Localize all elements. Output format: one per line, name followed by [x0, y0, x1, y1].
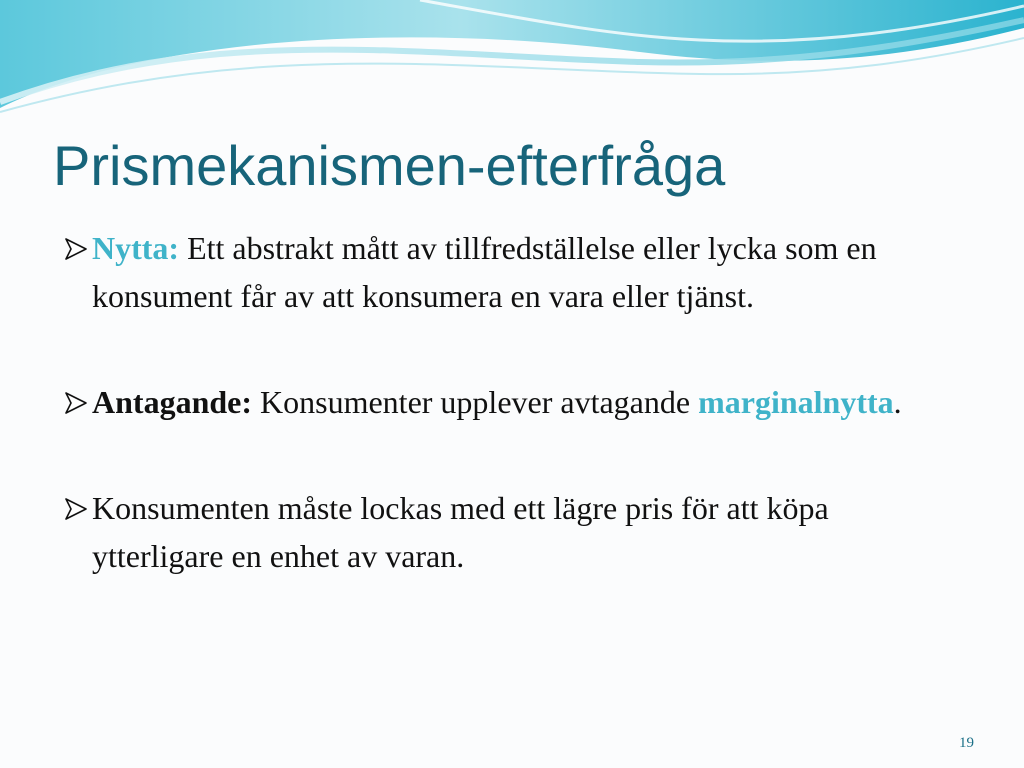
- bullet-list: [64, 224, 944, 580]
- bullet-antagande: [64, 378, 944, 426]
- arrow-bullet-icon: [64, 497, 88, 521]
- slide-title: Prismekanismen-efterfråga: [53, 134, 726, 197]
- page-number: 19: [959, 735, 974, 751]
- term-nytta: Nytta:: [92, 230, 180, 266]
- term-antagande: Antagande:: [92, 384, 253, 420]
- statement-suffix: .: [893, 384, 902, 420]
- statement-konsumenten: Konsumenten måste lockas med ett lägre pris för att köpa ytterligare en enhet av varan.: [92, 490, 829, 574]
- arrow-bullet-icon: [64, 237, 88, 261]
- statement-antagande: Konsumenter upplever avtagande: [252, 384, 699, 420]
- highlight-marginalnytta: marginalnytta: [698, 384, 894, 420]
- definition-nytta: Ett abstrakt mått av tillfredställelse eller lycka som en konsument får av att konsumera en vara eller tjänst.: [92, 230, 877, 314]
- arrow-bullet-icon: [64, 391, 88, 415]
- header-wave-decoration: [0, 0, 1024, 130]
- bullet-konsumenten: [64, 484, 944, 580]
- bullet-nytta: [64, 224, 944, 320]
